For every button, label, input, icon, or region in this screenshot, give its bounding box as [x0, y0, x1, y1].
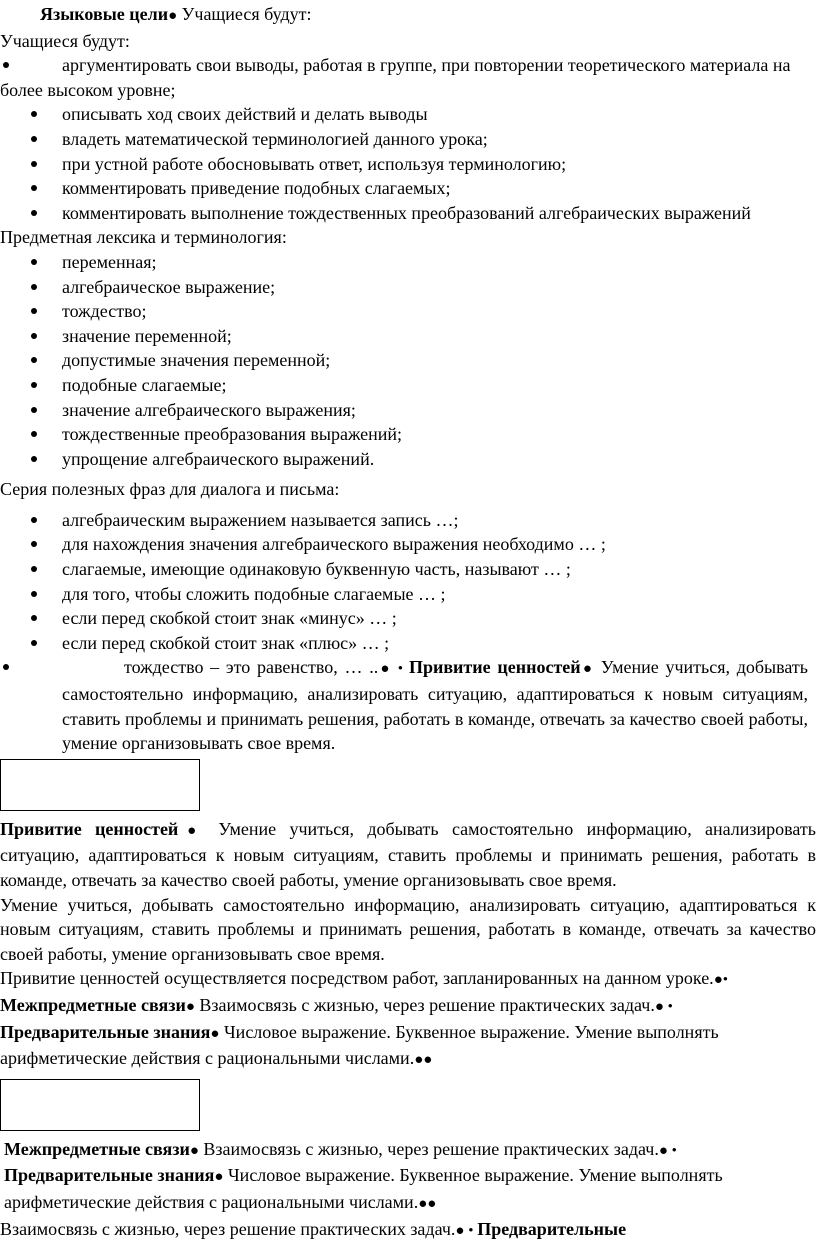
list-item: комментировать выполнение тождественных преобразований алгебраических выражений — [0, 201, 816, 226]
students-will-label: Учащиеся будут: — [0, 30, 130, 51]
list-item: владеть математической терминологией данного урока; — [0, 127, 816, 152]
list-item: значение переменной; — [0, 324, 816, 349]
bullet-dot-icon: ● • — [378, 661, 409, 678]
bullet-dot-icon: ●• — [713, 972, 728, 989]
prior-knowledge-title: Предварительные — [477, 1218, 627, 1239]
list-item: если перед скобкой стоит знак «плюс» … ; — [0, 631, 816, 656]
list-item: если перед скобкой стоит знак «минус» … ; — [0, 606, 816, 631]
list-item: аргументировать свои выводы, работая в группе, при повторении теоретического материала на более высоком уровне; — [0, 53, 816, 102]
values-paragraph — [0, 817, 816, 893]
phrases-title: Серия полезных фраз для диалога и письма: — [0, 479, 340, 500]
bullet-dot-icon: ● — [580, 661, 595, 678]
bullet-dot-icon: ●● — [414, 1052, 433, 1069]
last-line — [0, 1217, 816, 1244]
list-item: подобные слагаемые; — [0, 373, 816, 398]
values-p3-text-a: Привитие ценностей осуществляется посредством работ, запланированных на данном уроке. — [0, 968, 714, 989]
list-item: для нахождения значения алгебраического выражения необходимо … ; — [0, 532, 816, 557]
interdisciplinary-text: Взаимосвязь с жизнью, через решение практических задач. — [198, 1138, 659, 1159]
document-page — [0, 2, 816, 1243]
bullet-dot-icon: ● • — [658, 1142, 677, 1159]
list-item-last — [0, 655, 816, 755]
values-text-inline: Умение учиться, добывать самостоятельно информацию, анализировать ситуацию, адаптироваться к новым ситуациям, ставить проблемы и принимать решения, работать в команде, отвечать за качество своей работы, умение организовывать свое время. — [62, 657, 808, 754]
bullet-dot-icon: ● — [189, 1142, 199, 1159]
bullet-dot-icon: ● — [178, 822, 206, 839]
bullet-dot-icon: ● — [210, 1025, 220, 1042]
bullet-dot-icon: ● • — [654, 998, 673, 1015]
students-will-list — [0, 53, 816, 225]
bullet-dot-icon: ●● — [418, 1195, 437, 1212]
list-item: значение алгебраического выражения; — [0, 398, 816, 423]
values-text: Умение учиться, добывать самостоятельно информацию, анализировать ситуацию, адаптироваться к новым ситуациям, ставить проблемы и принимать решения, работать в команде, отвечать за качество своей работы, умение организовывать свое время. — [0, 818, 816, 890]
vocab-list — [0, 250, 816, 471]
list-item: тождество; — [0, 299, 816, 324]
last-line-text: Взаимосвязь с жизнью, через решение практических задач. — [0, 1218, 456, 1239]
bullet-dot-icon: ● — [185, 998, 195, 1015]
list-item: алгебраическим выражением называется запись …; — [0, 508, 816, 533]
values-p3-text-b: Взаимосвязь с жизнью, через решение практических задач. — [194, 994, 655, 1015]
values-p3-text-c: Числовое выражение. Буквенное выражение. Умение выполнять арифметические действия с рациональными числами. — [0, 1021, 719, 1069]
values-title-inline: Привитие ценностей — [408, 657, 581, 678]
list-item: описывать ход своих действий и делать выводы — [0, 102, 816, 127]
interdisciplinary-paragraph — [0, 1137, 816, 1217]
list-item: при устной работе обосновывать ответ, используя терминологию; — [0, 152, 816, 177]
list-item: переменная; — [0, 250, 816, 275]
list-item: допустимые значения переменной; — [0, 348, 816, 373]
interdisciplinary-title: Межпредметные связи — [0, 994, 186, 1015]
language-goals-title: Языковые цели — [40, 4, 169, 24]
list-item: комментировать приведение подобных слагаемых; — [0, 176, 816, 201]
list-item: алгебраическое выражение; — [0, 275, 816, 300]
values-title: Привитие ценностей — [0, 818, 179, 839]
values-paragraph-3 — [0, 966, 816, 1072]
prior-knowledge-title: Предварительные знания — [4, 1165, 215, 1186]
list-item-last-prefix: тождество – это равенство, … .. — [124, 657, 379, 678]
language-goals-after: Учащиеся будут: — [177, 4, 312, 24]
list-item: упрощение алгебраического выражений. — [0, 447, 816, 472]
prior-knowledge-title: Предварительные знания — [0, 1021, 211, 1042]
bullet-dot-icon: ● — [168, 8, 178, 24]
empty-box — [0, 1079, 200, 1131]
bullet-dot-icon: ● • — [455, 1222, 478, 1239]
list-item: слагаемые, имеющие одинаковую буквенную часть, называют … ; — [0, 557, 816, 582]
list-item: для того, чтобы сложить подобные слагаемые … ; — [0, 582, 816, 607]
list-item: тождественные преобразования выражений; — [0, 422, 816, 447]
values-paragraph-2: Умение учиться, добывать самостоятельно информацию, анализировать ситуацию, адаптироваться к новым ситуациям, ставить проблемы и принимать решения, работать в команде, отвечать за качество своей работы, умение организовывать свое время. — [0, 894, 816, 964]
language-goals-heading — [0, 2, 816, 29]
interdisciplinary-title: Межпредметные связи — [4, 1138, 190, 1159]
prior-knowledge-text: Числовое выражение. Буквенное выражение. Умение выполнять арифметические действия с рациональными числами. — [4, 1165, 723, 1212]
phrases-list — [0, 508, 816, 756]
empty-box — [0, 759, 200, 811]
vocab-title: Предметная лексика и терминология: — [0, 227, 287, 248]
bullet-dot-icon: ● — [214, 1169, 224, 1186]
